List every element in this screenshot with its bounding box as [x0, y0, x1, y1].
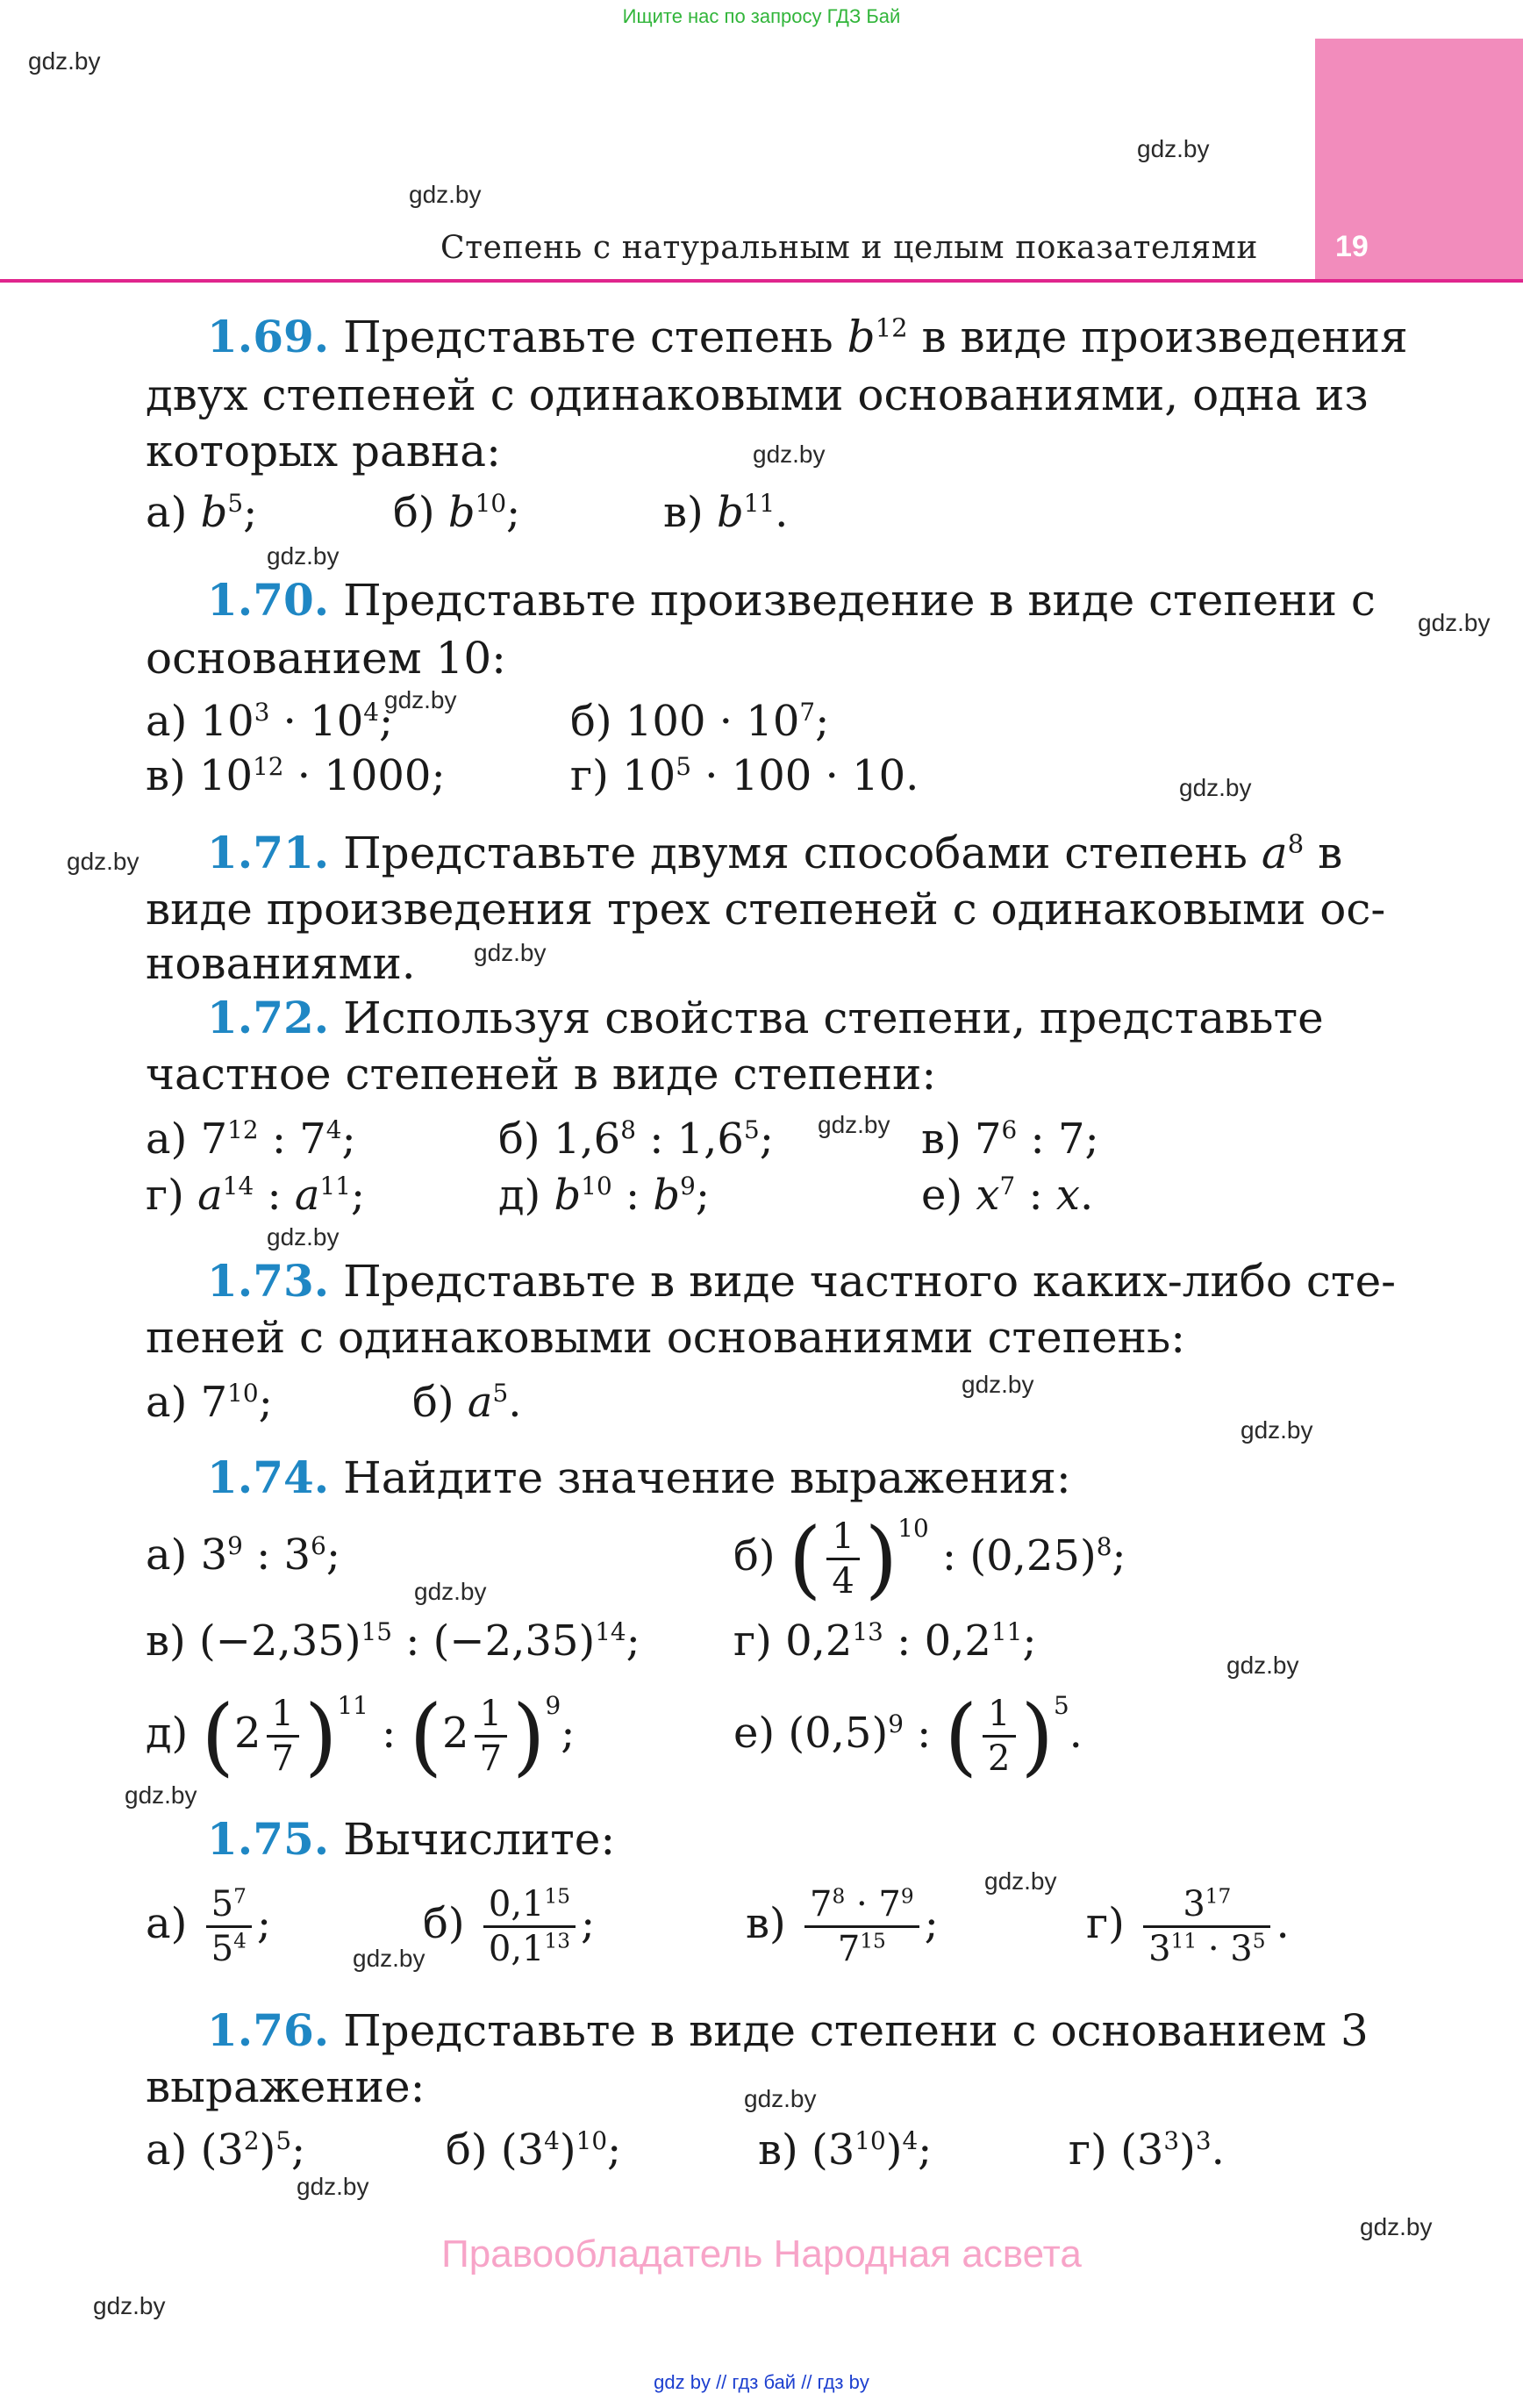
- problem-1-74-item-f: е) $(0,5)^9$ : ( $\frac{1}{2}$ )$^5$.: [733, 1687, 1083, 1786]
- problem-1-69-line-3: которых равна:: [146, 426, 501, 477]
- copyright-holder: Правообладатель Народная асвета: [441, 2232, 1082, 2275]
- problem-1-75-item-b: б) $\frac{0,1^{15}}{0,1^{13}}$ ;: [423, 1884, 596, 1969]
- problem-number: 1.69.: [207, 311, 330, 362]
- watermark: gdz.by: [1137, 135, 1210, 162]
- problem-1-76-line-2: выражение:: [146, 2061, 425, 2112]
- watermark: gdz.by: [962, 1371, 1034, 1398]
- problem-text: Вычислите:: [343, 1814, 616, 1865]
- problem-1-74-line-1: [207, 1450, 1316, 1506]
- problem-1-70-item-a: а) $10^3 \cdot 10^4$;: [146, 697, 394, 746]
- watermark: gdz.by: [474, 939, 547, 966]
- watermark: gdz.by: [753, 441, 826, 468]
- problem-1-71-line-3: нованиями.: [146, 938, 416, 989]
- problem-1-72-item-d: г) $a^{14}$ : $a^{11}$;: [146, 1171, 366, 1220]
- problem-1-72-item-b: б) $1,6^8$ : $1,6^5$;: [498, 1114, 774, 1164]
- watermark: gdz.by: [818, 1111, 890, 1138]
- problem-text: Найдите значение выражения:: [343, 1452, 1071, 1503]
- problem-1-69-item-b: б) $b^{10}$;: [393, 488, 521, 537]
- problem-1-70-item-d: г) $10^5 \cdot 100 \cdot 10$.: [570, 751, 919, 800]
- problem-1-75-item-d: г) $\frac{3^{17}}{3^{11} \cdot 3^5}$ .: [1086, 1884, 1290, 1969]
- problem-1-73-item-a: а) $7^{10}$;: [146, 1378, 273, 1427]
- header-title: Степень с натуральным и целым показателями: [440, 230, 1258, 266]
- watermark: gdz.by: [984, 1867, 1057, 1895]
- problem-1-74-item-b: б) ( $\frac{1}{4}$ )$^{10}$ : $(0,25)^8$;: [733, 1509, 1126, 1609]
- watermark: gdz.by: [28, 47, 101, 75]
- watermark: gdz.by: [267, 1223, 340, 1251]
- problem-1-70-line-2: основанием 10:: [146, 633, 506, 684]
- problem-1-76-item-d: г) $(3^3)^3$.: [1069, 2125, 1225, 2175]
- problem-1-74-item-e: д) (2 $\frac{1}{7}$ )$^{11}$ : (2 $\frac{1}{7}$ )$^9$;: [146, 1687, 576, 1786]
- watermark: gdz.by: [1418, 609, 1491, 636]
- problem-1-72-item-a: а) $7^{12}$ : $7^4$;: [146, 1114, 356, 1164]
- problem-1-76-item-c: в) $(3^{10})^4$;: [758, 2125, 933, 2175]
- problem-1-73-item-b: б) $a^5$.: [412, 1378, 522, 1427]
- problem-number: 1.71.: [207, 827, 330, 878]
- problem-1-76-item-a: а) $(3^2)^5$;: [146, 2125, 306, 2175]
- problem-1-74-item-a: а) $3^9$ : $3^6$;: [146, 1530, 340, 1580]
- problem-1-72-item-e: д) $b^{10}$ : $b^9$;: [498, 1171, 711, 1220]
- watermark: gdz.by: [267, 542, 340, 570]
- problem-1-71-line-1: 1.71. Представьте двумя способами степень $a^8$ в: [207, 827, 1343, 878]
- problem-1-75-line-1: [207, 1811, 1316, 1867]
- watermark: gdz.by: [353, 1945, 425, 1972]
- problem-1-76-line-1: 1.76. Представьте в виде степени с основанием 3: [207, 2004, 1369, 2056]
- problem-number: 1.72.: [207, 992, 330, 1043]
- watermark: gdz.by: [1226, 1652, 1299, 1679]
- watermark: gdz.by: [384, 686, 457, 713]
- watermark: gdz.by: [297, 2173, 369, 2200]
- problem-1-70-line-1: 1.70. Представьте произведение в виде степени с: [207, 574, 1376, 626]
- problem-1-72-line-1: 1.72. Используя свойства степени, представьте: [207, 992, 1324, 1043]
- problem-1-71-line-2: виде произведения трех степеней с одинаковыми ос-: [146, 884, 1386, 935]
- watermark: gdz.by: [1179, 774, 1252, 801]
- problem-number: 1.75.: [207, 1813, 330, 1865]
- page-number: 19: [1335, 230, 1369, 263]
- watermark: gdz.by: [1360, 2213, 1433, 2240]
- problem-number: 1.70.: [207, 574, 330, 626]
- problem-1-69-line-1: 1.69. Представьте степень $b^{12}$ в виде произведения: [207, 311, 1408, 362]
- problem-1-76-item-b: б) $(3^4)^{10}$;: [446, 2125, 622, 2175]
- watermark: gdz.by: [1241, 1416, 1313, 1444]
- problem-1-70-item-c: в) $10^{12} \cdot 1000$;: [146, 751, 446, 800]
- header-divider: [0, 279, 1523, 283]
- watermark: gdz.by: [93, 2292, 166, 2319]
- problem-1-72-item-c: в) $7^6$ : 7;: [921, 1114, 1099, 1164]
- problem-number: 1.73.: [207, 1255, 330, 1307]
- top-banner[interactable]: Ищите нас по запросу ГДЗ Бай: [622, 5, 901, 27]
- watermark: gdz.by: [414, 1578, 487, 1605]
- watermark: gdz.by: [125, 1781, 197, 1809]
- problem-1-74-item-d: г) $0,2^{13}$ : $0,2^{11}$;: [733, 1616, 1037, 1666]
- footer-links[interactable]: gdz by // гдз бай // гдз by: [654, 2371, 869, 2393]
- problem-1-69-item-a: а) $b^5$;: [146, 488, 258, 537]
- problem-1-72-item-f: е) $x^7$ : x.: [921, 1171, 1094, 1220]
- problem-number: 1.74.: [207, 1451, 330, 1503]
- problem-1-69-line-2: двух степеней с одинаковыми основаниями, одна из: [146, 369, 1369, 420]
- problem-1-72-line-2: частное степеней в виде степени:: [146, 1049, 937, 1100]
- problem-1-75-item-c: в) $\frac{7^8 \cdot 7^9}{7^{15}}$ ;: [746, 1884, 939, 1969]
- watermark: gdz.by: [744, 2085, 817, 2112]
- problem-1-75-item-a: а) $\frac{5^7}{5^4}$ ;: [146, 1884, 271, 1969]
- watermark: gdz.by: [409, 181, 482, 208]
- problem-1-73-line-2: пеней с одинаковыми основаниями степень:: [146, 1312, 1186, 1363]
- problem-1-69-item-c: в) $b^{11}$.: [663, 488, 789, 537]
- problem-1-70-item-b: б) $100 \cdot 10^7$;: [570, 697, 830, 746]
- watermark: gdz.by: [67, 848, 139, 875]
- problem-number: 1.76.: [207, 2004, 330, 2056]
- problem-1-74-item-c: в) $(-2,35)^{15}$ : $(-2,35)^{14}$;: [146, 1616, 640, 1666]
- problem-1-73-line-1: 1.73. Представьте в виде частного каких-либо сте-: [207, 1255, 1397, 1307]
